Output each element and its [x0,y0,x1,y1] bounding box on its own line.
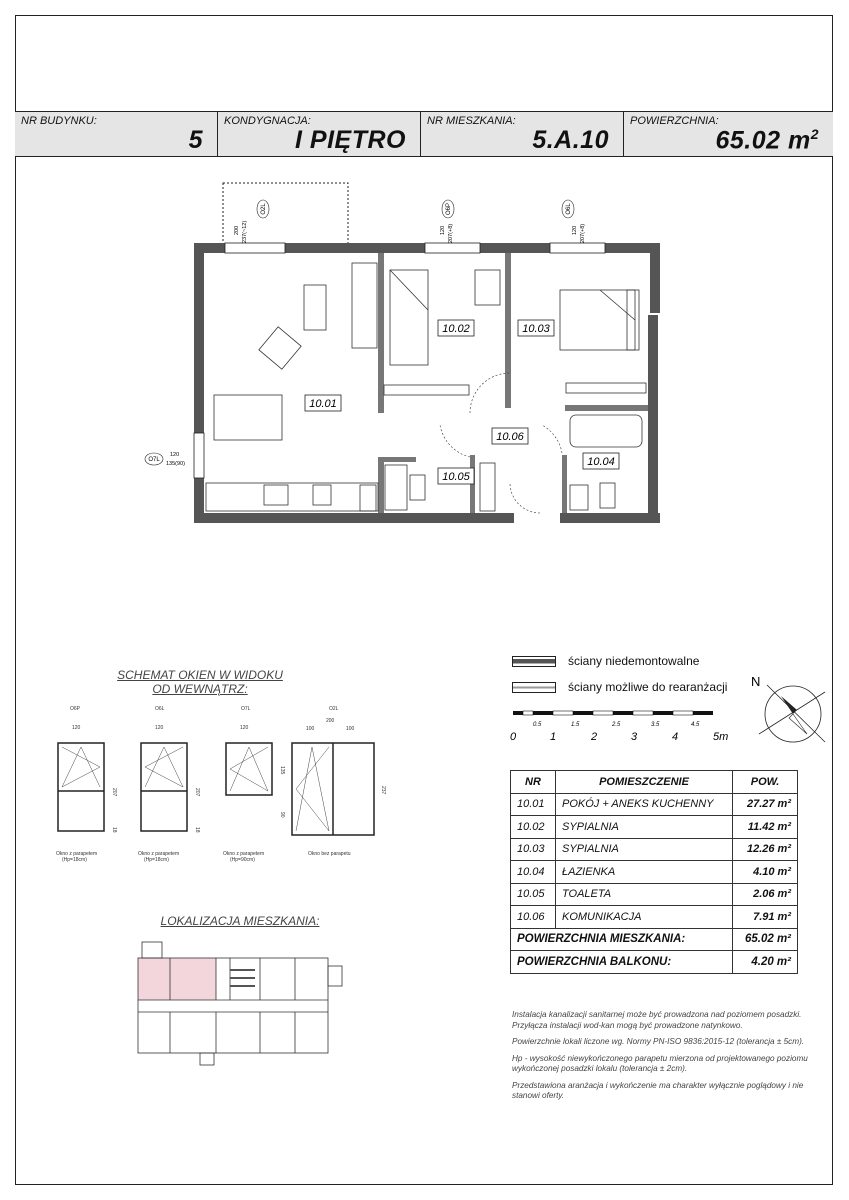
room-label: 10.03 [522,323,550,335]
scale-half-labels [533,722,700,728]
floor-label: KONDYGNACJA: [224,115,311,127]
scale-labels [510,731,728,743]
removable-walls [384,383,646,395]
dim: 120 [170,452,180,458]
floor-plan [130,175,670,535]
room-nr: 10.01 [511,793,556,816]
dim: 120 [572,225,578,235]
window-tag: O7L [148,457,160,463]
room-label: 10.04 [587,456,615,468]
dim: 207(+8) [448,223,454,243]
building-value: 5 [188,126,203,154]
scale-half-label: 0.5 [533,722,542,728]
scale-bar [505,705,745,745]
room-name: TOALETA [556,883,733,906]
room-nr: 10.03 [511,838,556,861]
window-height: 237 [380,786,386,795]
wall-legend [512,648,727,700]
window-width: 120 [72,725,81,731]
window-openings [194,243,605,478]
room-name: SYPIALNIA [556,816,733,839]
window-width: 100 [346,726,355,732]
room-name: ŁAZIENKA [556,861,733,884]
total-balcony-label: POWIERZCHNIA BALKONU: [511,951,733,974]
scale-half-label: 2.5 [612,722,621,728]
dim: 120 [440,225,446,235]
window-width: 200 [326,718,335,724]
room-area: 11.42 m² [733,816,798,839]
bed-10-02 [390,270,500,365]
notes [512,1010,812,1108]
area-unit-sup: 2 [810,125,819,142]
legend-swatch-removable [512,682,556,693]
room-nr: 10.04 [511,861,556,884]
window-height: 135 [279,766,285,775]
room-area: 7.91 m² [733,906,798,929]
room-area: 12.26 m² [733,838,798,861]
window-caption: (Hp=18cm) [62,857,87,863]
scale-label: 5m [713,731,729,743]
total-apartment-row [511,928,798,951]
area-label: POWIERZCHNIA: [630,115,719,127]
window-tag: O6P [446,202,452,216]
window-caption: Okno z parapetem [56,851,98,857]
room-label: 10.05 [442,471,470,483]
area-value [715,126,819,155]
area-value-text: 65.02 m [715,126,811,154]
window-o6l [138,706,200,863]
note: Hp - wysokość niewykończonego parapetu mierzona od projektowanego poziomu wykończonej posadzki lokalu (tolerancja ± 2cm). [512,1053,808,1073]
legend-removable [512,674,727,700]
scale-label: 0 [510,731,517,743]
note: Powierzchnie lokali liczone wg. Normy PN-ISO 9836:2015-12 (tolerancja ± 5cm). [512,1037,805,1046]
dim: 135(90) [166,461,185,467]
north-label: N [751,674,761,689]
window-width: 100 [306,726,315,732]
scale-label: 1 [550,731,557,743]
dim: 200 [234,225,240,235]
room-area: 4.10 m² [733,861,798,884]
total-apartment-label: POWIERZCHNIA MIESZKANIA: [511,928,733,951]
window-o6p [56,706,117,863]
table-header-row [511,771,798,794]
windows-schema-title-line: OD WEWNĄTRZ: [152,682,248,696]
room-name: SYPIALNIA [556,838,733,861]
window-caption: Okno z parapetem [138,851,180,857]
room-area: 2.06 m² [733,883,798,906]
window-tag: O2L [329,706,339,712]
dim: 237(~12) [242,220,248,243]
window-o7l [223,706,285,863]
living-furniture [206,263,378,511]
window-height: 207 [111,788,117,797]
scale-blocks [513,711,713,715]
room-label: 10.06 [496,431,524,443]
scale-label: 3 [631,731,638,743]
window-caption: Okno z parapetem [223,851,265,857]
table-row [511,883,798,906]
scale-label: 2 [591,731,598,743]
window-height: 207 [194,788,200,797]
apartment-cell [421,112,624,156]
floor-cell [218,112,421,156]
windows-schema-title-line: SCHEMAT OKIEN W WIDOKU [117,668,283,682]
table-row [511,906,798,929]
floor-value: I PIĘTRO [295,126,406,154]
room-nr: 10.06 [511,906,556,929]
scale-half-label: 1.5 [571,722,580,728]
total-balcony-value: 4.20 m² [733,951,798,974]
room-name: POKÓJ + ANEKS KUCHENNY [556,793,733,816]
scale-half-label: 3.5 [651,722,660,728]
location-title: LOKALIZACJA MIESZKANIA: [160,914,320,928]
scale-half-label: 4.5 [691,722,700,728]
windows-schema-title [105,668,295,696]
window-sill: 18 [111,827,117,833]
window-width: 120 [240,725,249,731]
apartment-label: NR MIESZKANIA: [427,115,516,127]
col-room: POMIESZCZENIE [556,771,733,794]
window-tag: O2L [261,203,267,215]
window-width: 120 [155,725,164,731]
bed-10-03 [560,290,639,350]
room-label: 10.01 [309,398,337,410]
legend-label: ściany niedemontowalne [568,654,700,668]
apartment-value: 5.A.10 [532,126,609,154]
legend-swatch-fixed [512,656,556,667]
building-label: NR BUDYNKU: [21,115,97,127]
window-tag: O6L [566,203,572,215]
window-tag: O6P [70,706,81,712]
window-sill: 18 [194,827,200,833]
note: Przedstawiona aranżacja i wykończenie ma charakter wyłącznie poglądowy i nie stanowi oferty. [512,1080,804,1100]
table-row [511,793,798,816]
window-tag: O7L [241,706,251,712]
room-label: 10.02 [442,323,470,335]
legend-fixed [512,648,727,674]
window-caption: (Hp=18cm) [144,857,169,863]
header-bar [15,111,833,157]
window-tag: O6L [155,706,165,712]
table-row [511,861,798,884]
table-row [511,816,798,839]
building-cell [15,112,218,156]
window-o2l [292,706,386,857]
legend-label: ściany możliwe do rearanżacji [568,680,728,694]
location-map [130,940,355,1070]
note: Instalacja kanalizacji sanitarnej może być prowadzona nad poziomem posadzki. Przyłącza instalacji wod-kan mogą być prowadzone natynkowo. [512,1010,802,1030]
window-caption: (Hp=90cm) [230,857,255,863]
total-balcony-row [511,951,798,974]
room-name: KOMUNIKACJA [556,906,733,929]
rooms-table [510,770,798,974]
room-nr: 10.05 [511,883,556,906]
room-nr: 10.02 [511,816,556,839]
window-sill: 90 [279,812,285,818]
north-compass-icon [745,670,830,750]
col-area: POW. [733,771,798,794]
total-apartment-value: 65.02 m² [733,928,798,951]
windows-schema [40,700,410,890]
table-row [511,838,798,861]
window-caption: Okno bez parapetu [308,851,351,857]
dim: 207(+8) [580,223,586,243]
room-area: 27.27 m² [733,793,798,816]
area-cell [624,112,833,156]
col-nr: NR [511,771,556,794]
scale-label: 4 [672,731,679,743]
